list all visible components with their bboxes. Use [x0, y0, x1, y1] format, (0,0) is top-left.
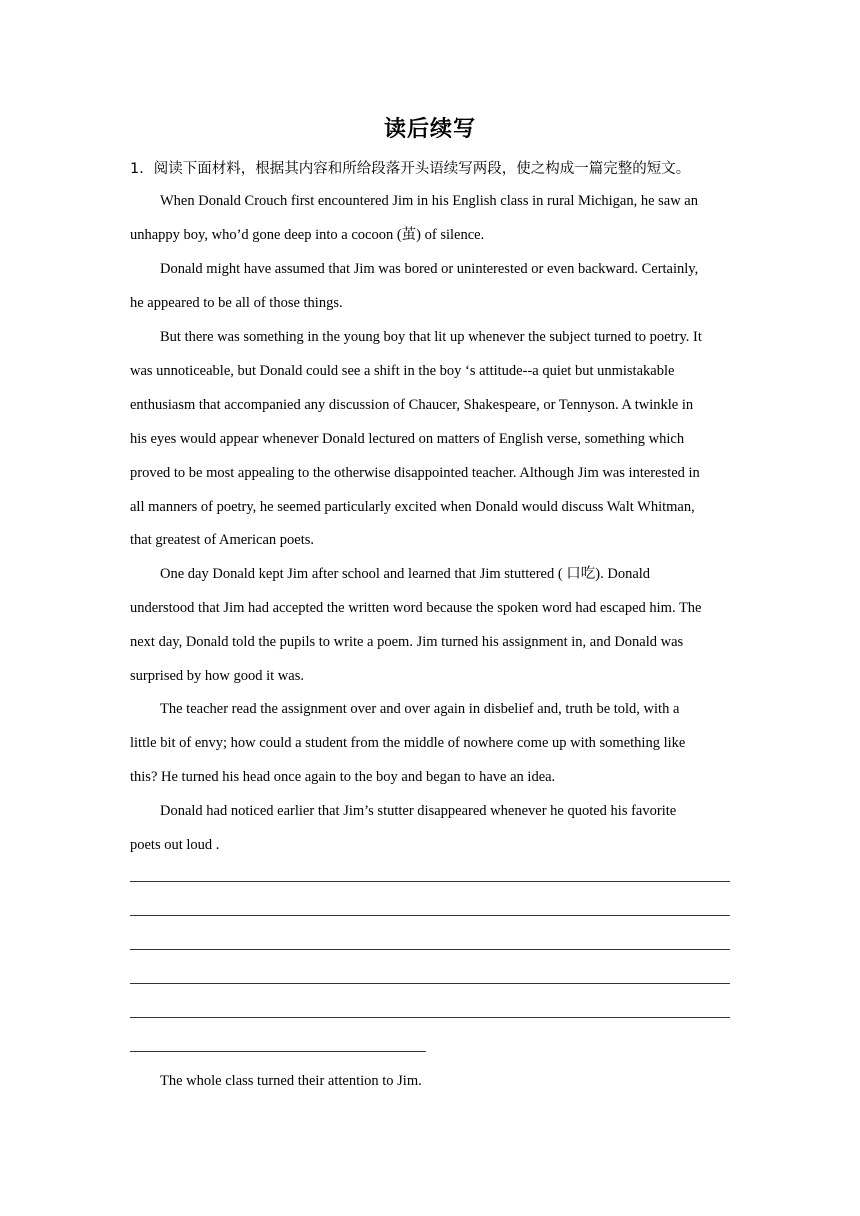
paragraph-line: this? He turned his head once again to the boy and began to have an idea. — [130, 769, 556, 785]
answer-blank-line[interactable] — [130, 915, 730, 916]
answer-blank-line[interactable] — [130, 949, 730, 950]
paragraph-line: Donald had noticed earlier that Jim’s stutter disappeared whenever he quoted his favorite — [160, 803, 677, 819]
paragraph-line: But there was something in the young boy that lit up whenever the subject turned to poetry. It — [160, 329, 702, 345]
closing-paragraph-start: The whole class turned their attention to Jim. — [160, 1073, 422, 1089]
paragraph-line: Donald might have assumed that Jim was bored or uninterested or even backward. Certainly, — [160, 261, 699, 277]
instruction-text: 1．阅读下面材料，根据其内容和所给段落开头语续写两段，使之构成一篇完整的短文。 — [130, 161, 691, 177]
paragraph-line: little bit of envy; how could a student from the middle of nowhere come up with something like — [130, 735, 686, 751]
answer-blank-line[interactable] — [130, 983, 730, 984]
answer-blank-line[interactable] — [130, 1051, 426, 1052]
answer-blank-line[interactable] — [130, 1017, 730, 1018]
paragraph-line: The teacher read the assignment over and over again in disbelief and, truth be told, with a — [160, 701, 680, 717]
paragraph-line: surprised by how good it was. — [130, 668, 304, 684]
paragraph-line: unhappy boy, who’d gone deep into a cocoon (茧) of silence. — [130, 227, 485, 243]
paragraph-line: his eyes would appear whenever Donald lectured on matters of English verse, something which — [130, 431, 685, 447]
page-title: 读后续写 — [383, 117, 476, 142]
paragraph-line: that greatest of American poets. — [130, 532, 315, 548]
answer-blank-line[interactable] — [130, 881, 730, 882]
paragraph-line: he appeared to be all of those things. — [130, 295, 343, 311]
paragraph-line: enthusiasm that accompanied any discussion of Chaucer, Shakespeare, or Tennyson. A twinkle in — [130, 397, 694, 413]
paragraph-line: all manners of poetry, he seemed particularly excited when Donald would discuss Walt Whitman, — [130, 499, 695, 515]
paragraph-line: proved to be most appealing to the otherwise disappointed teacher. Although Jim was interested in — [130, 465, 700, 481]
paragraph-line: poets out loud . — [130, 837, 220, 853]
paragraph-line: When Donald Crouch first encountered Jim in his English class in rural Michigan, he saw an — [160, 193, 698, 209]
paragraph-line: understood that Jim had accepted the written word because the spoken word had escaped him. The — [130, 600, 702, 616]
paragraph-line: One day Donald kept Jim after school and learned that Jim stuttered ( 口吃). Donald — [160, 566, 651, 582]
paragraph-line: was unnoticeable, but Donald could see a shift in the boy ‘s attitude--a quiet but unmistakable — [130, 363, 675, 379]
paragraph-line: next day, Donald told the pupils to write a poem. Jim turned his assignment in, and Donald was — [130, 634, 684, 650]
